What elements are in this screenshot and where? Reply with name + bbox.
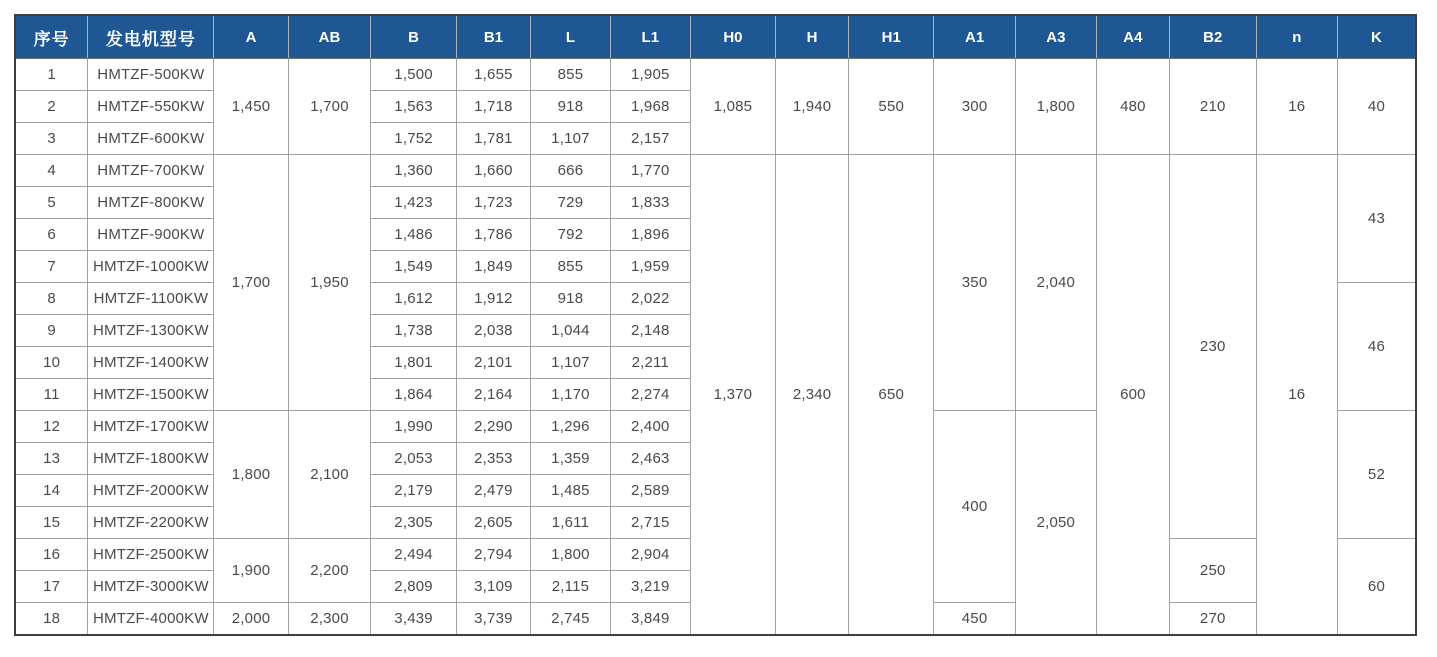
cell-AB: 1,950 — [288, 155, 371, 411]
column-header-AB: AB — [288, 15, 371, 59]
cell-B1: 1,723 — [456, 187, 530, 219]
cell-B: 1,738 — [371, 315, 456, 347]
cell-A3: 2,040 — [1015, 155, 1096, 411]
cell-B1: 1,718 — [456, 91, 530, 123]
cell-B1: 1,786 — [456, 219, 530, 251]
column-header-model: 发电机型号 — [88, 15, 214, 59]
cell-B: 1,563 — [371, 91, 456, 123]
column-header-A1: A1 — [934, 15, 1015, 59]
cell-B1: 2,101 — [456, 347, 530, 379]
cell-AB: 2,200 — [288, 539, 371, 603]
cell-L: 2,745 — [531, 603, 611, 636]
cell-L: 666 — [531, 155, 611, 187]
cell-L: 792 — [531, 219, 611, 251]
cell-B1: 2,290 — [456, 411, 530, 443]
cell-B1: 1,849 — [456, 251, 530, 283]
cell-index: 11 — [15, 379, 88, 411]
cell-index: 15 — [15, 507, 88, 539]
cell-index: 4 — [15, 155, 88, 187]
cell-model: HMTZF-900KW — [88, 219, 214, 251]
cell-L: 1,485 — [531, 475, 611, 507]
cell-A1: 400 — [934, 411, 1015, 603]
column-header-A4: A4 — [1096, 15, 1169, 59]
cell-L: 1,296 — [531, 411, 611, 443]
cell-index: 18 — [15, 603, 88, 636]
cell-model: HMTZF-1500KW — [88, 379, 214, 411]
cell-B1: 2,164 — [456, 379, 530, 411]
cell-B: 1,423 — [371, 187, 456, 219]
cell-B2: 250 — [1169, 539, 1256, 603]
cell-L: 1,170 — [531, 379, 611, 411]
cell-A1: 450 — [934, 603, 1015, 636]
cell-A1: 350 — [934, 155, 1015, 411]
cell-H1: 650 — [849, 155, 934, 636]
cell-B: 2,053 — [371, 443, 456, 475]
cell-B1: 1,781 — [456, 123, 530, 155]
cell-index: 13 — [15, 443, 88, 475]
cell-B: 2,305 — [371, 507, 456, 539]
cell-K: 60 — [1337, 539, 1416, 636]
cell-B2: 230 — [1169, 155, 1256, 539]
cell-A3: 1,800 — [1015, 59, 1096, 155]
cell-model: HMTZF-1700KW — [88, 411, 214, 443]
cell-H: 1,940 — [776, 59, 849, 155]
cell-A: 1,700 — [214, 155, 288, 411]
cell-L: 918 — [531, 91, 611, 123]
cell-B1: 1,655 — [456, 59, 530, 91]
cell-B2: 270 — [1169, 603, 1256, 636]
cell-index: 6 — [15, 219, 88, 251]
cell-AB: 2,100 — [288, 411, 371, 539]
cell-L1: 2,157 — [610, 123, 690, 155]
cell-L1: 2,589 — [610, 475, 690, 507]
cell-B1: 3,739 — [456, 603, 530, 636]
cell-L1: 1,896 — [610, 219, 690, 251]
cell-model: HMTZF-500KW — [88, 59, 214, 91]
cell-B: 3,439 — [371, 603, 456, 636]
cell-B1: 2,353 — [456, 443, 530, 475]
cell-model: HMTZF-550KW — [88, 91, 214, 123]
cell-L1: 1,833 — [610, 187, 690, 219]
cell-model: HMTZF-2000KW — [88, 475, 214, 507]
cell-index: 5 — [15, 187, 88, 219]
cell-index: 17 — [15, 571, 88, 603]
cell-H1: 550 — [849, 59, 934, 155]
cell-K: 52 — [1337, 411, 1416, 539]
cell-L1: 2,904 — [610, 539, 690, 571]
column-header-A3: A3 — [1015, 15, 1096, 59]
cell-L1: 2,148 — [610, 315, 690, 347]
generator-spec-table — [14, 14, 1417, 636]
table-header — [15, 15, 1416, 59]
cell-A3: 2,050 — [1015, 411, 1096, 636]
cell-L: 729 — [531, 187, 611, 219]
cell-A: 1,900 — [214, 539, 288, 603]
column-header-n: n — [1256, 15, 1337, 59]
cell-L1: 2,715 — [610, 507, 690, 539]
cell-L1: 1,770 — [610, 155, 690, 187]
cell-L: 855 — [531, 251, 611, 283]
cell-AB: 2,300 — [288, 603, 371, 636]
cell-model: HMTZF-3000KW — [88, 571, 214, 603]
cell-B: 1,990 — [371, 411, 456, 443]
cell-B1: 2,038 — [456, 315, 530, 347]
table-body — [15, 59, 1416, 636]
cell-L1: 1,959 — [610, 251, 690, 283]
cell-B: 2,494 — [371, 539, 456, 571]
cell-L: 1,107 — [531, 123, 611, 155]
cell-B: 1,360 — [371, 155, 456, 187]
cell-L: 1,800 — [531, 539, 611, 571]
cell-A4: 600 — [1096, 155, 1169, 636]
cell-index: 3 — [15, 123, 88, 155]
cell-L1: 3,219 — [610, 571, 690, 603]
cell-n: 16 — [1256, 59, 1337, 155]
column-header-L: L — [531, 15, 611, 59]
column-header-index: 序号 — [15, 15, 88, 59]
cell-B1: 2,605 — [456, 507, 530, 539]
cell-B1: 3,109 — [456, 571, 530, 603]
header-row — [15, 15, 1416, 59]
cell-B: 2,179 — [371, 475, 456, 507]
cell-A1: 300 — [934, 59, 1015, 155]
cell-B: 1,864 — [371, 379, 456, 411]
generator-dimensions-table-container — [14, 14, 1417, 636]
cell-B1: 1,660 — [456, 155, 530, 187]
column-header-H: H — [776, 15, 849, 59]
cell-L1: 1,905 — [610, 59, 690, 91]
cell-model: HMTZF-1000KW — [88, 251, 214, 283]
cell-index: 9 — [15, 315, 88, 347]
table-row — [15, 59, 1416, 91]
cell-L: 1,359 — [531, 443, 611, 475]
cell-model: HMTZF-1100KW — [88, 283, 214, 315]
column-header-H1: H1 — [849, 15, 934, 59]
cell-index: 7 — [15, 251, 88, 283]
table-row — [15, 155, 1416, 187]
cell-n: 16 — [1256, 155, 1337, 636]
cell-K: 46 — [1337, 283, 1416, 411]
column-header-L1: L1 — [610, 15, 690, 59]
cell-index: 2 — [15, 91, 88, 123]
column-header-B: B — [371, 15, 456, 59]
cell-B2: 210 — [1169, 59, 1256, 155]
cell-B: 1,752 — [371, 123, 456, 155]
cell-A: 2,000 — [214, 603, 288, 636]
cell-index: 12 — [15, 411, 88, 443]
cell-L1: 2,022 — [610, 283, 690, 315]
cell-model: HMTZF-800KW — [88, 187, 214, 219]
cell-B: 1,486 — [371, 219, 456, 251]
cell-index: 10 — [15, 347, 88, 379]
cell-K: 43 — [1337, 155, 1416, 283]
column-header-H0: H0 — [690, 15, 775, 59]
cell-B1: 2,794 — [456, 539, 530, 571]
cell-B1: 1,912 — [456, 283, 530, 315]
cell-model: HMTZF-4000KW — [88, 603, 214, 636]
cell-B: 1,612 — [371, 283, 456, 315]
cell-B: 1,500 — [371, 59, 456, 91]
cell-model: HMTZF-2500KW — [88, 539, 214, 571]
cell-AB: 1,700 — [288, 59, 371, 155]
cell-L: 1,611 — [531, 507, 611, 539]
cell-index: 8 — [15, 283, 88, 315]
cell-L: 1,107 — [531, 347, 611, 379]
cell-model: HMTZF-1400KW — [88, 347, 214, 379]
cell-L: 918 — [531, 283, 611, 315]
cell-K: 40 — [1337, 59, 1416, 155]
column-header-B2: B2 — [1169, 15, 1256, 59]
cell-L1: 2,400 — [610, 411, 690, 443]
cell-model: HMTZF-1800KW — [88, 443, 214, 475]
cell-model: HMTZF-600KW — [88, 123, 214, 155]
cell-L: 855 — [531, 59, 611, 91]
cell-model: HMTZF-700KW — [88, 155, 214, 187]
cell-H0: 1,085 — [690, 59, 775, 155]
cell-B: 1,801 — [371, 347, 456, 379]
column-header-A: A — [214, 15, 288, 59]
column-header-K: K — [1337, 15, 1416, 59]
cell-B: 1,549 — [371, 251, 456, 283]
cell-H0: 1,370 — [690, 155, 775, 636]
cell-B1: 2,479 — [456, 475, 530, 507]
cell-index: 1 — [15, 59, 88, 91]
column-header-B1: B1 — [456, 15, 530, 59]
cell-B: 2,809 — [371, 571, 456, 603]
cell-A4: 480 — [1096, 59, 1169, 155]
cell-H: 2,340 — [776, 155, 849, 636]
cell-index: 16 — [15, 539, 88, 571]
cell-A: 1,450 — [214, 59, 288, 155]
cell-L: 1,044 — [531, 315, 611, 347]
cell-L1: 2,274 — [610, 379, 690, 411]
cell-model: HMTZF-2200KW — [88, 507, 214, 539]
cell-A: 1,800 — [214, 411, 288, 539]
cell-L1: 2,463 — [610, 443, 690, 475]
cell-L1: 1,968 — [610, 91, 690, 123]
cell-L: 2,115 — [531, 571, 611, 603]
cell-L1: 2,211 — [610, 347, 690, 379]
cell-model: HMTZF-1300KW — [88, 315, 214, 347]
cell-index: 14 — [15, 475, 88, 507]
cell-L1: 3,849 — [610, 603, 690, 636]
